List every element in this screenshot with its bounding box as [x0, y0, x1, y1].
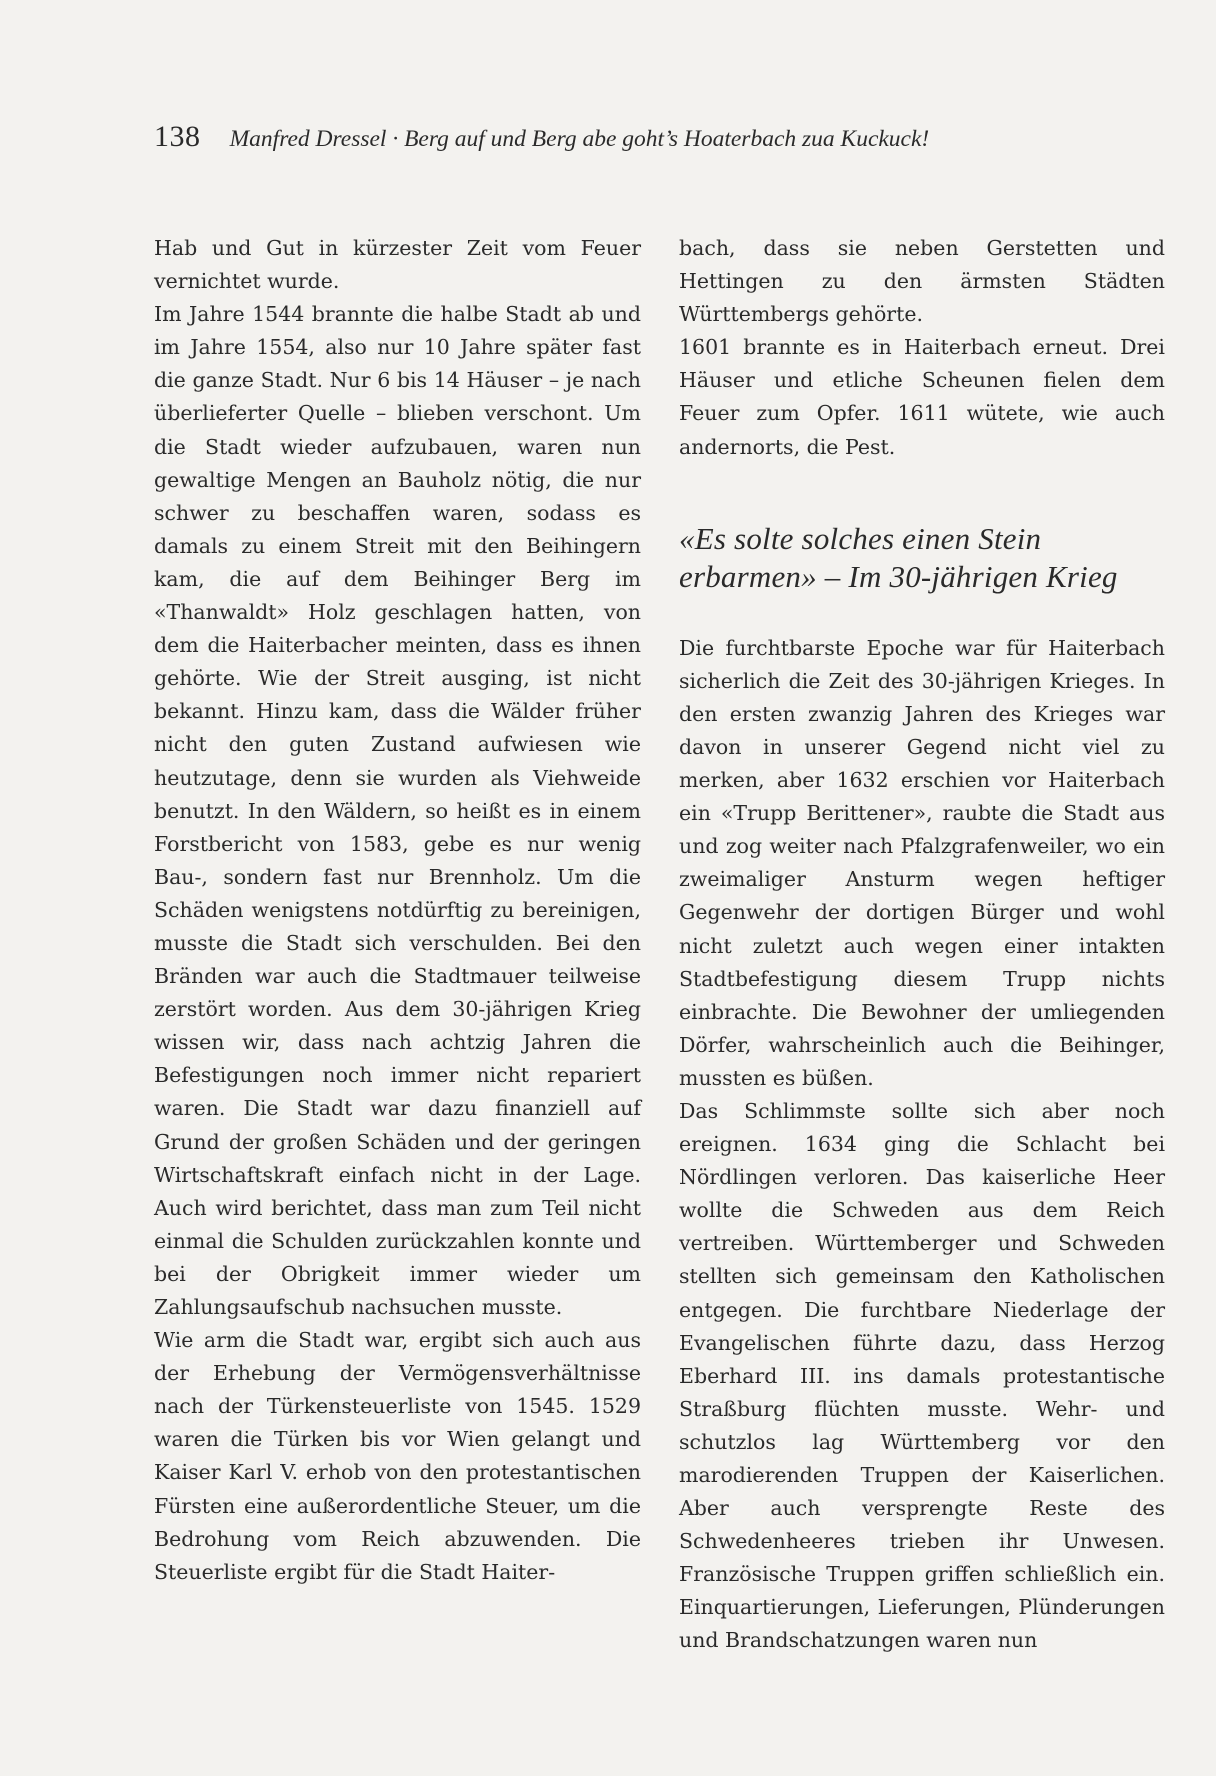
paragraph: Das Schlimmste sollte sich aber noch ereignen. 1634 ging die Schlacht bei Nördlingen verloren. Das kaiserliche Heer wollte die Schweden aus dem Reich vertreiben. Württemberger und Schweden stellten sich gemeinsam den Katholischen entgegen. Die furchtbare Niederlage der Evangelischen führte dazu, dass Herzog Eberhard III. ins damals protestantische Straßburg flüchten musste. Wehr- und schutzlos lag Württemberg vor den marodierenden Truppen der Kaiserlichen. Aber auch versprengte Reste des Schwedenheeres trieben ihr Unwesen. Französische Truppen griffen schließlich ein. Einquartierungen, Lieferungen, Plünderungen und Brandschatzungen waren nun [679, 1098, 1165, 1653]
paragraph: 1601 brannte es in Haiterbach erneut. Drei Häuser und etliche Scheunen fielen dem Feuer zum Opfer. 1611 wütete, wie auch andernorts, die Pest. [679, 335, 1165, 459]
page-header [154, 120, 1074, 160]
paragraph: Hab und Gut in kürzester Zeit vom Feuer vernichtet wurde. [154, 236, 641, 294]
section-heading: «Es solte solches einen Stein erbarmen» – Im 30-jährigen Krieg [679, 520, 1118, 594]
paragraph: Im Jahre 1544 brannte die halbe Stadt ab und im Jahre 1554, also nur 10 Jahre später fast die ganze Stadt. Nur 6 bis 14 Häuser – je nach überlieferter Quelle – blieben verschont. Um die Stadt wieder aufzubauen, waren nun gewaltige Mengen an Bauholz nötig, die nur schwer zu beschaffen waren, sodass es damals zu einem Streit mit den Beihingern kam, die auf dem Beihinger Berg im «Thanwaldt» Holz geschlagen hatten, von dem die Haiterbacher meinten, dass es ihnen gehörte. Wie der Streit ausging, ist nicht bekannt. Hinzu kam, dass die Wälder früher nicht den guten Zustand aufwiesen wie heutzutage, denn sie wurden als Viehweide benutzt. In den Wäldern, so heißt es in einem Forstbericht von 1583, gebe es nur wenig Bau-, sondern fast nur Brennholz. Um die Schäden wenigstens notdürftig zu bereinigen, musste die Stadt sich verschulden. Bei den Bränden war auch die Stadtmauer teilweise zerstört worden. Aus dem 30-jährigen Krieg wissen wir, dass nach achtzig Jahren die Befestigungen noch immer nicht repariert waren. Die Stadt war dazu finanziell auf Grund der großen Schäden und der geringen Wirtschaftskraft einfach nicht in der Lage. Auch wird berichtet, dass man zum Teil nicht einmal die Schulden zurückzahlen konnte und bei der Obrigkeit immer wieder um Zahlungsaufschub nachsuchen musste. [154, 302, 641, 1319]
running-title: Manfred Dressel · Berg auf und Berg abe goht’s Hoaterbach zua Kuckuck! [229, 126, 930, 152]
paragraph: Die furchtbarste Epoche war für Haiterbach sicherlich die Zeit des 30-jährigen Krieges. In den ersten zwanzig Jahren des Krieges war davon in unserer Gegend nicht viel zu merken, aber 1632 erschien vor Haiterbach ein «Trupp Berittener», raubte die Stadt aus und zog weiter nach Pfalzgrafenweiler, wo ein zweimaliger Ansturm wegen heftiger Gegenwehr der dortigen Bürger und wohl nicht zuletzt auch wegen einer intakten Stadtbefestigung diesem Trupp nichts einbrachte. Die Bewohner der umliegenden Dörfer, wahrscheinlich auch die Beihinger, mussten es büßen. [679, 635, 1165, 1090]
paragraph: bach, dass sie neben Gerstetten und Hettingen zu den ärmsten Städten Württembergs gehörte. [679, 236, 1165, 327]
left-column [154, 232, 641, 1589]
page-number: 138 [154, 120, 201, 153]
paragraph: Wie arm die Stadt war, ergibt sich auch aus der Erhebung der Vermögensverhältnisse nach der Türkensteuerliste von 1545. 1529 waren die Türken bis vor Wien gelangt und Kaiser Karl V. erhob von den protestantischen Fürsten eine außerordentliche Steuer, um die Bedrohung vom Reich abzuwenden. Die Steuerliste ergibt für die Stadt Haiter- [154, 1328, 641, 1584]
right-column [679, 232, 1165, 1658]
